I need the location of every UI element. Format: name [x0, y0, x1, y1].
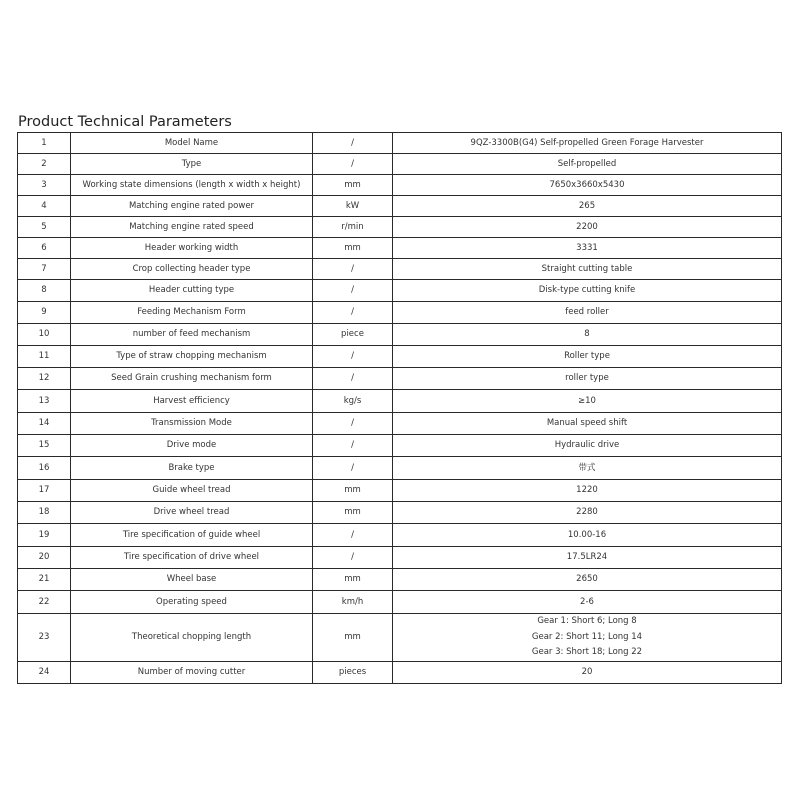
value-cell: Disk-type cutting knife	[393, 280, 782, 302]
unit-cell: kW	[313, 196, 393, 217]
value-line: Gear 3: Short 18; Long 22	[531, 647, 643, 657]
unit-cell: /	[313, 280, 393, 302]
table-row	[18, 435, 782, 457]
value-cell: 17.5LR24	[393, 547, 782, 569]
unit-cell: mm	[313, 238, 393, 259]
row-number-cell: 15	[18, 435, 71, 457]
table-row	[18, 238, 782, 259]
row-number-cell: 23	[18, 614, 71, 662]
parameter-name-cell: Number of moving cutter	[71, 661, 313, 683]
table-row	[18, 302, 782, 324]
table-row	[18, 324, 782, 346]
parameter-name-cell: Drive wheel tread	[71, 502, 313, 524]
parameter-name-cell: Working state dimensions (length x width x height)	[71, 175, 313, 196]
value-cell: 2200	[393, 217, 782, 238]
table-row	[18, 368, 782, 390]
parameter-name-cell: Harvest efficiency	[71, 390, 313, 413]
table-row	[18, 217, 782, 238]
parameter-name-cell: number of feed mechanism	[71, 324, 313, 346]
unit-cell: /	[313, 259, 393, 280]
row-number-cell: 14	[18, 413, 71, 435]
value-cell: Roller type	[393, 346, 782, 368]
parameter-name-cell: Header working width	[71, 238, 313, 259]
unit-cell: mm	[313, 175, 393, 196]
unit-cell: r/min	[313, 217, 393, 238]
table-row	[18, 591, 782, 614]
row-number-cell: 2	[18, 154, 71, 175]
value-cell: roller type	[393, 368, 782, 390]
row-number-cell: 20	[18, 547, 71, 569]
parameter-name-cell: Model Name	[71, 133, 313, 154]
unit-cell: /	[313, 346, 393, 368]
row-number-cell: 1	[18, 133, 71, 154]
value-cell: 9QZ-3300B(G4) Self-propelled Green Forage Harvester	[393, 133, 782, 154]
row-number-cell: 3	[18, 175, 71, 196]
table-row	[18, 133, 782, 154]
value-cell: 带式	[393, 457, 782, 480]
unit-cell: piece	[313, 324, 393, 346]
row-number-cell: 7	[18, 259, 71, 280]
parameter-name-cell: Wheel base	[71, 569, 313, 591]
table-row	[18, 346, 782, 368]
parameter-name-cell: Crop collecting header type	[71, 259, 313, 280]
value-cell: feed roller	[393, 302, 782, 324]
row-number-cell: 21	[18, 569, 71, 591]
table-row	[18, 569, 782, 591]
unit-cell: /	[313, 413, 393, 435]
value-cell: 8	[393, 324, 782, 346]
table-row	[18, 614, 782, 662]
row-number-cell: 19	[18, 524, 71, 547]
row-number-cell: 24	[18, 661, 71, 683]
unit-cell: /	[313, 457, 393, 480]
row-number-cell: 10	[18, 324, 71, 346]
value-cell: 1220	[393, 480, 782, 502]
table-row	[18, 175, 782, 196]
parameter-name-cell: Guide wheel tread	[71, 480, 313, 502]
unit-cell: /	[313, 435, 393, 457]
value-cell: 2650	[393, 569, 782, 591]
unit-cell: /	[313, 547, 393, 569]
table-row	[18, 154, 782, 175]
value-cell: Manual speed shift	[393, 413, 782, 435]
parameter-name-cell: Tire specification of guide wheel	[71, 524, 313, 547]
value-cell: 3331	[393, 238, 782, 259]
row-number-cell: 22	[18, 591, 71, 614]
unit-cell: /	[313, 368, 393, 390]
row-number-cell: 9	[18, 302, 71, 324]
row-number-cell: 8	[18, 280, 71, 302]
value-cell: 7650x3660x5430	[393, 175, 782, 196]
unit-cell: /	[313, 133, 393, 154]
parameter-name-cell: Brake type	[71, 457, 313, 480]
parameter-name-cell: Header cutting type	[71, 280, 313, 302]
parameter-name-cell: Theoretical chopping length	[71, 614, 313, 662]
parameter-name-cell: Operating speed	[71, 591, 313, 614]
table-row	[18, 480, 782, 502]
row-number-cell: 6	[18, 238, 71, 259]
value-cell: 10.00-16	[393, 524, 782, 547]
row-number-cell: 12	[18, 368, 71, 390]
table-row	[18, 502, 782, 524]
parameter-name-cell: Feeding Mechanism Form	[71, 302, 313, 324]
table-row	[18, 524, 782, 547]
parameter-name-cell: Seed Grain crushing mechanism form	[71, 368, 313, 390]
page-title: Product Technical Parameters	[18, 114, 232, 130]
parameter-name-cell: Matching engine rated speed	[71, 217, 313, 238]
value-line: Gear 1: Short 6; Long 8	[537, 616, 637, 626]
parameter-name-cell: Transmission Mode	[71, 413, 313, 435]
unit-cell: mm	[313, 614, 393, 662]
table-row	[18, 280, 782, 302]
value-line: Gear 2: Short 11; Long 14	[531, 631, 643, 642]
unit-cell: /	[313, 524, 393, 547]
row-number-cell: 16	[18, 457, 71, 480]
row-number-cell: 5	[18, 217, 71, 238]
table-row	[18, 390, 782, 413]
parameter-name-cell: Type of straw chopping mechanism	[71, 346, 313, 368]
parameter-name-cell: Matching engine rated power	[71, 196, 313, 217]
table-row	[18, 547, 782, 569]
value-cell: Self-propelled	[393, 154, 782, 175]
unit-cell: /	[313, 302, 393, 324]
value-cell: Straight cutting table	[393, 259, 782, 280]
table-row	[18, 196, 782, 217]
row-number-cell: 4	[18, 196, 71, 217]
row-number-cell: 18	[18, 502, 71, 524]
unit-cell: /	[313, 154, 393, 175]
value-cell: ≥10	[393, 390, 782, 413]
row-number-cell: 13	[18, 390, 71, 413]
unit-cell: mm	[313, 569, 393, 591]
table-row	[18, 661, 782, 683]
value-cell: 2280	[393, 502, 782, 524]
parameter-name-cell: Type	[71, 154, 313, 175]
unit-cell: pieces	[313, 661, 393, 683]
unit-cell: km/h	[313, 591, 393, 614]
parameters-table-body	[18, 133, 782, 684]
value-cell	[393, 614, 782, 662]
value-cell: Hydraulic drive	[393, 435, 782, 457]
row-number-cell: 11	[18, 346, 71, 368]
table-row	[18, 457, 782, 480]
parameter-name-cell: Drive mode	[71, 435, 313, 457]
unit-cell: mm	[313, 502, 393, 524]
parameters-table	[17, 132, 782, 684]
table-row	[18, 259, 782, 280]
value-cell: 2-6	[393, 591, 782, 614]
parameter-name-cell: Tire specification of drive wheel	[71, 547, 313, 569]
row-number-cell: 17	[18, 480, 71, 502]
value-cell: 265	[393, 196, 782, 217]
value-cell: 20	[393, 661, 782, 683]
unit-cell: mm	[313, 480, 393, 502]
table-row	[18, 413, 782, 435]
unit-cell: kg/s	[313, 390, 393, 413]
